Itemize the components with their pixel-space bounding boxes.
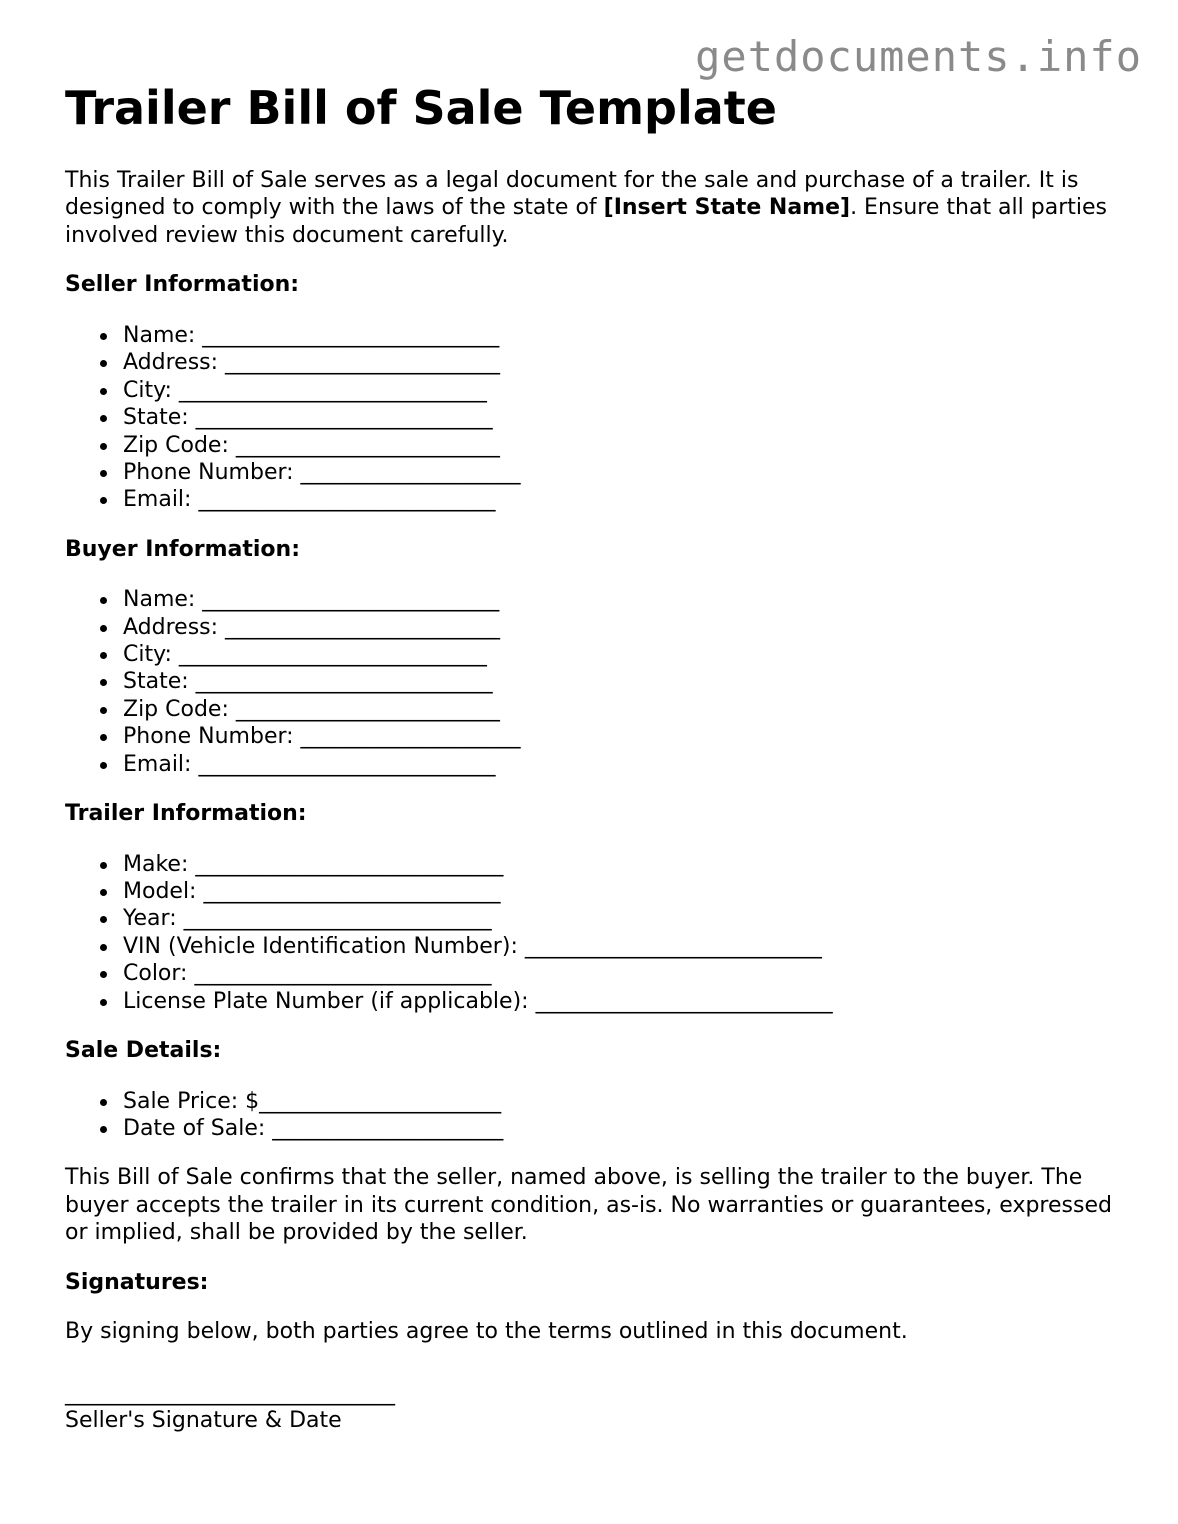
buyer-email-field[interactable]: Email: ___________________________ (123, 751, 1125, 778)
buyer-list (65, 586, 1125, 778)
buyer-state-field[interactable]: State: ___________________________ (123, 668, 1125, 695)
buyer-zip-field[interactable]: Zip Code: ________________________ (123, 696, 1125, 723)
trailer-year-field[interactable]: Year: ____________________________ (123, 905, 1125, 932)
buyer-name-field[interactable]: Name: ___________________________ (123, 586, 1125, 613)
sale-date-field[interactable]: Date of Sale: _____________________ (123, 1115, 1125, 1142)
intro-paragraph (65, 167, 1125, 250)
watermark: getdocuments.info (695, 32, 1142, 81)
seller-email-field[interactable]: Email: ___________________________ (123, 486, 1125, 513)
sale-list (65, 1088, 1125, 1143)
seller-list (65, 322, 1125, 514)
seller-heading: Seller Information: (65, 272, 300, 298)
seller-address-field[interactable]: Address: _________________________ (123, 349, 1125, 376)
seller-signature-line[interactable]: ______________________________ (65, 1380, 395, 1406)
sale-heading: Sale Details: (65, 1038, 222, 1064)
seller-signature-label: Seller's Signature & Date (65, 1408, 342, 1434)
seller-zip-field[interactable]: Zip Code: ________________________ (123, 432, 1125, 459)
seller-state-field[interactable]: State: ___________________________ (123, 404, 1125, 431)
seller-phone-field[interactable]: Phone Number: ____________________ (123, 459, 1125, 486)
trailer-plate-field[interactable]: License Plate Number (if applicable): ___________________________ (123, 988, 1125, 1015)
trailer-make-field[interactable]: Make: ____________________________ (123, 851, 1125, 878)
buyer-city-field[interactable]: City: ____________________________ (123, 641, 1125, 668)
signatures-text: By signing below, both parties agree to the terms outlined in this document. (65, 1319, 908, 1345)
trailer-heading: Trailer Information: (65, 801, 307, 827)
trailer-vin-field[interactable]: VIN (Vehicle Identification Number): ___________________________ (123, 933, 1125, 960)
confirmation-paragraph: This Bill of Sale confirms that the seller, named above, is selling the trailer to the buyer. The buyer accepts the trailer in its current condition, as-is. No warranties or guarantees, expressed or implied, shall be provided by the seller. (65, 1165, 1112, 1246)
trailer-color-field[interactable]: Color: ___________________________ (123, 960, 1125, 987)
buyer-heading: Buyer Information: (65, 536, 300, 562)
seller-city-field[interactable]: City: ____________________________ (123, 377, 1125, 404)
buyer-phone-field[interactable]: Phone Number: ____________________ (123, 723, 1125, 750)
state-name-placeholder: [Insert State Name] (603, 195, 851, 221)
trailer-model-field[interactable]: Model: ___________________________ (123, 878, 1125, 905)
document-title: Trailer Bill of Sale Template (65, 81, 777, 135)
seller-name-field[interactable]: Name: ___________________________ (123, 322, 1125, 349)
trailer-list (65, 851, 1125, 1015)
signatures-heading: Signatures: (65, 1269, 209, 1295)
intro-text-end: . Ensure that all parties involved review this document carefully. (65, 195, 1107, 248)
buyer-address-field[interactable]: Address: _________________________ (123, 614, 1125, 641)
document-page (65, 82, 1125, 1435)
sale-price-field[interactable]: Sale Price: $______________________ (123, 1088, 1125, 1115)
seller-signature-block (65, 1380, 1125, 1435)
intro-text-start: This Trailer Bill of Sale serves as a legal document for the sale and purchase of a trailer. It is designed to comply with the laws of the state of (65, 167, 1079, 221)
